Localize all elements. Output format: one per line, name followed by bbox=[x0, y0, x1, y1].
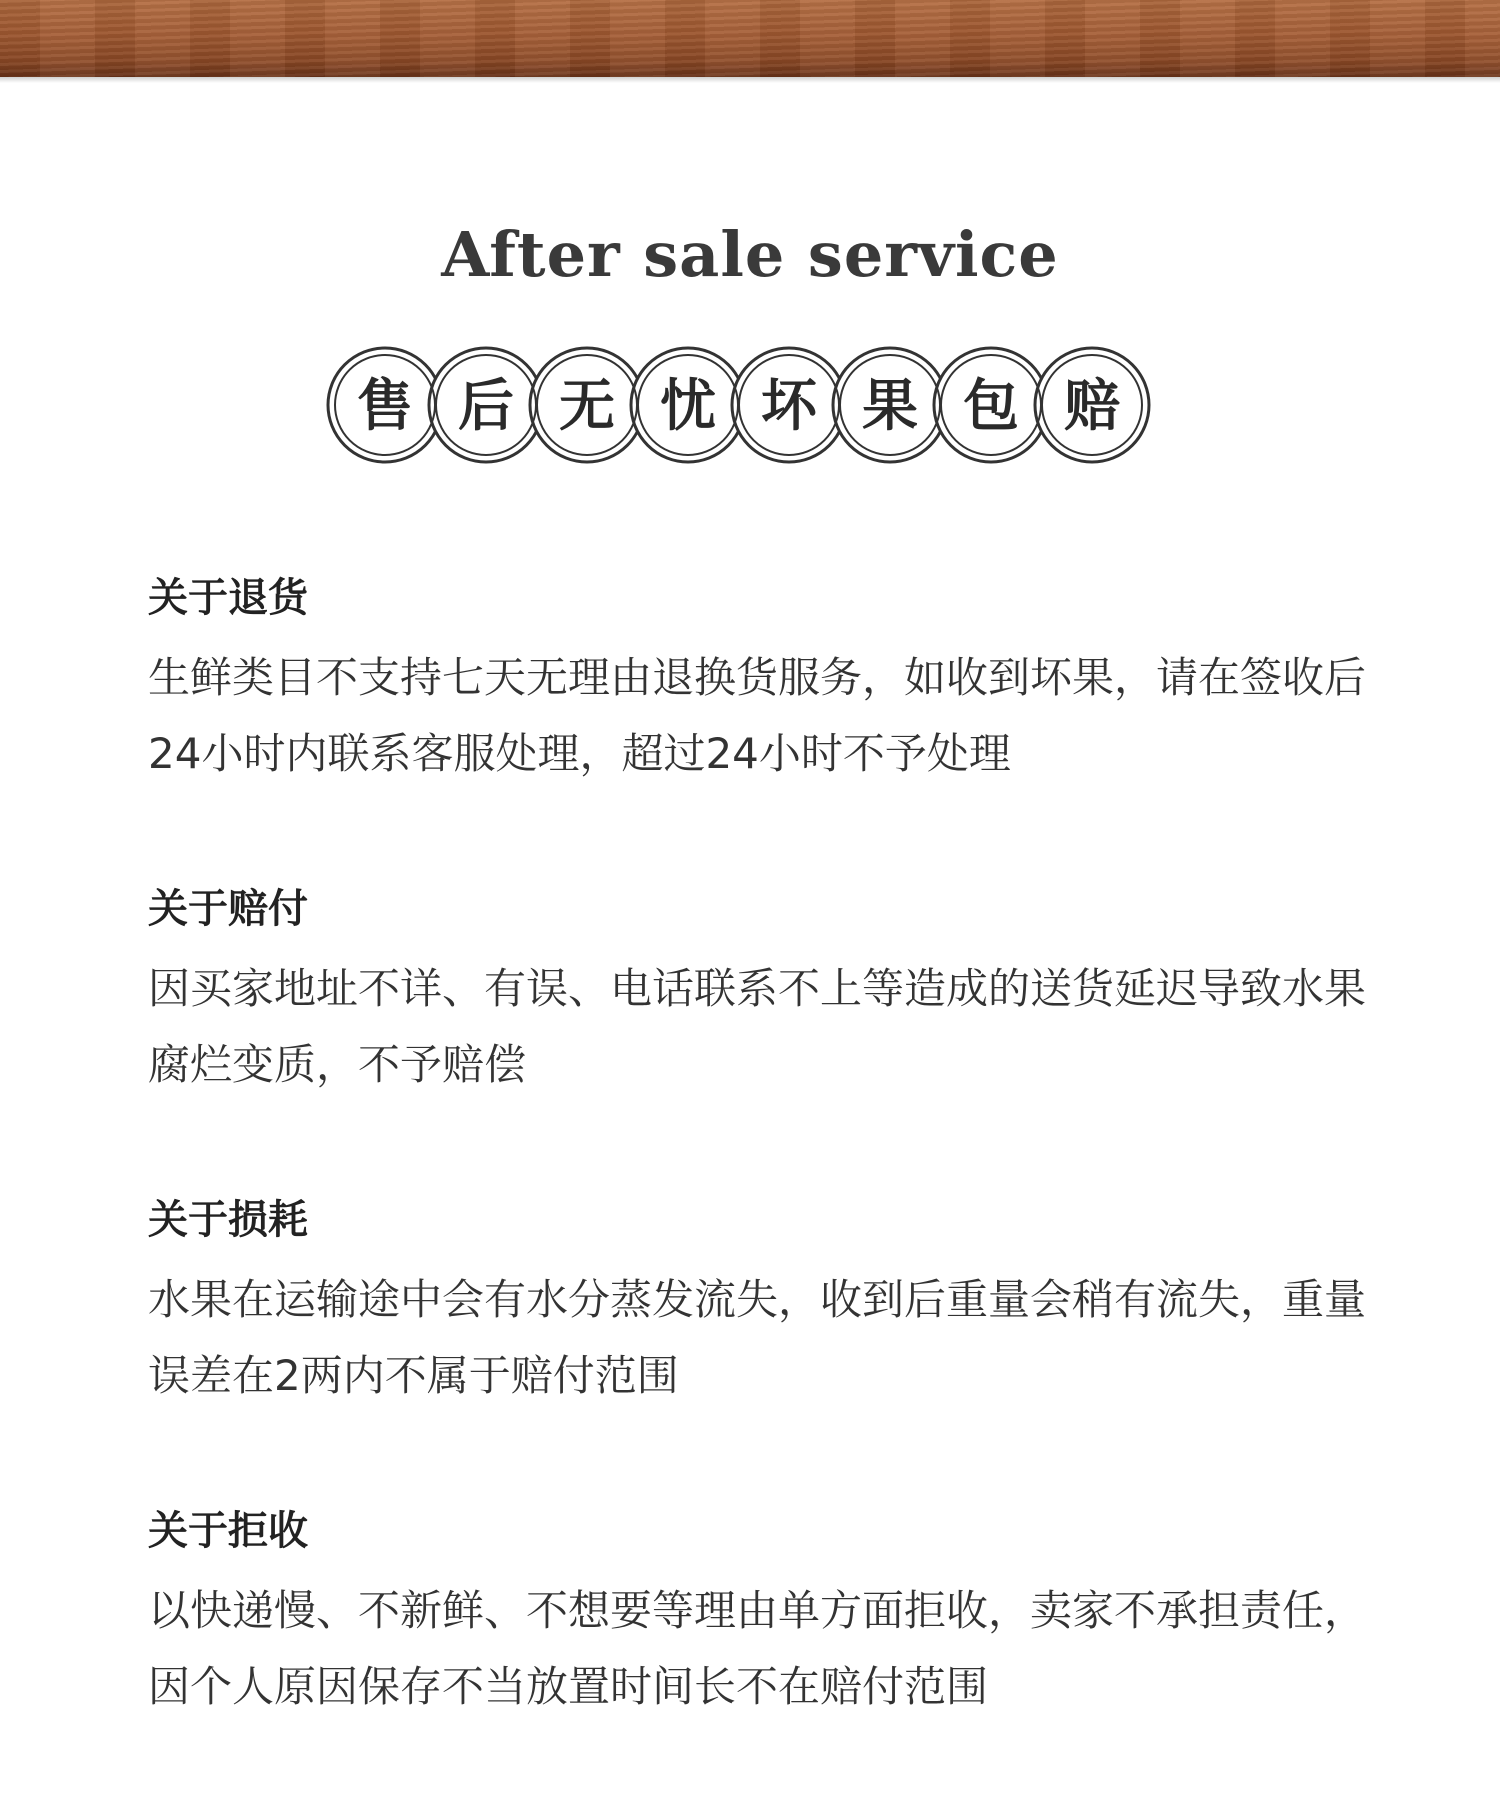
section-compensation bbox=[148, 881, 1378, 1103]
badge-char: 无 bbox=[559, 373, 615, 439]
section-returns bbox=[148, 570, 1378, 792]
section-heading: 关于拒收 bbox=[148, 1508, 308, 1554]
badge-char: 包 bbox=[963, 373, 1019, 439]
section-body: 以快递慢、不新鲜、不想要等理由单方面拒收，卖家不承担责任，因个人原因保存不当放置时间长不在赔付范围 bbox=[148, 1586, 1367, 1711]
section-heading: 关于赔付 bbox=[148, 886, 308, 932]
section-rejection bbox=[148, 1503, 1378, 1725]
badge-char: 果 bbox=[862, 373, 918, 439]
section-heading: 关于退货 bbox=[148, 575, 308, 621]
section-body: 生鲜类目不支持七天无理由退换货服务，如收到坏果，请在签收后24小时内联系客服处理，超过24小时不予处理 bbox=[148, 653, 1367, 778]
after-sale-badge bbox=[325, 345, 1165, 465]
page-title: After sale service bbox=[441, 218, 1059, 291]
badge-char: 坏 bbox=[761, 373, 817, 439]
section-weight-loss bbox=[148, 1192, 1378, 1414]
badge-char: 赔 bbox=[1064, 373, 1120, 439]
section-heading: 关于损耗 bbox=[148, 1197, 308, 1243]
badge-coin-row bbox=[325, 345, 1165, 465]
badge-char: 售 bbox=[357, 373, 413, 439]
section-body: 水果在运输途中会有水分蒸发流失，收到后重量会稍有流失，重量误差在2两内不属于赔付范围 bbox=[148, 1275, 1367, 1400]
badge-char: 后 bbox=[458, 373, 514, 439]
wood-header-band bbox=[0, 0, 1500, 77]
section-body: 因买家地址不详、有误、电话联系不上等造成的送货延迟导致水果腐烂变质，不予赔偿 bbox=[148, 964, 1367, 1089]
badge-char: 忧 bbox=[660, 373, 716, 439]
wood-band-shadow bbox=[0, 77, 1500, 83]
policy-sections bbox=[148, 570, 1378, 1814]
